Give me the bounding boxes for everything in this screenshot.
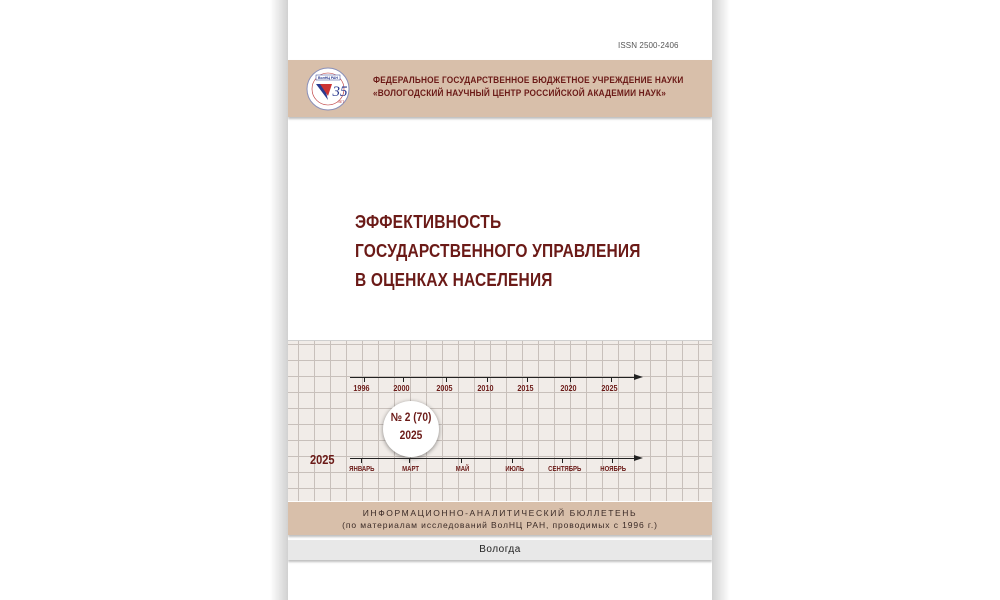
issue-year: 2025 xyxy=(399,428,423,442)
issue-number: № 2 (70) xyxy=(390,410,432,424)
organization-band xyxy=(288,60,712,117)
title-line-1: ЭФФЕКТИВНОСТЬ xyxy=(355,211,502,232)
year-tick xyxy=(487,377,488,382)
month-tick xyxy=(512,458,513,463)
title-line-2: ГОСУДАРСТВЕННОГО УПРАВЛЕНИЯ xyxy=(355,240,641,261)
year-label: 2020 xyxy=(560,383,577,393)
year-tick xyxy=(611,377,612,382)
bulletin-type: ИНФОРМАЦИОННО-АНАЛИТИЧЕСКИЙ БЮЛЛЕТЕНЬ xyxy=(362,508,638,518)
bulletin-description: (по материалам исследований ВолНЦ РАН, проводимых с 1996 г.) xyxy=(342,520,658,530)
month-label: МАРТ xyxy=(402,464,420,473)
year-label: 2005 xyxy=(436,383,453,393)
year-label: 2025 xyxy=(601,383,618,393)
months-timeline-axis xyxy=(350,458,634,459)
title-line-3: В ОЦЕНКАХ НАСЕЛЕНИЯ xyxy=(355,269,553,290)
years-timeline-axis xyxy=(350,377,634,378)
graph-paper-grid xyxy=(288,341,712,501)
issue-badge xyxy=(383,401,439,457)
organization-line-2: «ВОЛОГОДСКИЙ НАУЧНЫЙ ЦЕНТР РОССИЙСКОЙ АКАДЕМИИ НАУК» xyxy=(373,88,667,98)
bulletin-band xyxy=(288,502,712,535)
issn-label: ISSN 2500-2406 xyxy=(618,41,679,50)
year-tick xyxy=(364,377,365,382)
month-tick xyxy=(409,458,410,463)
year-label: 2015 xyxy=(517,383,534,393)
month-tick xyxy=(612,458,613,463)
logo-sub-text: ЛЕТ xyxy=(337,100,345,104)
year-tick xyxy=(403,377,404,382)
city-name: Вологда xyxy=(479,544,521,555)
month-label: ИЮЛЬ xyxy=(505,464,525,473)
logo-number: 35 xyxy=(332,84,348,100)
months-timeline-arrow-icon xyxy=(634,455,643,461)
year-tick xyxy=(527,377,528,382)
year-label: 2000 xyxy=(393,383,410,393)
month-label: ЯНВАРЬ xyxy=(349,464,375,473)
organization-name xyxy=(373,74,684,100)
page-shadow-right xyxy=(712,0,730,600)
month-label: НОЯБРЬ xyxy=(600,464,627,473)
city-band xyxy=(288,540,712,560)
logo-ring-text: ВолНЦ РАН xyxy=(318,76,338,80)
month-tick xyxy=(361,458,362,463)
cover-title xyxy=(355,207,641,294)
journal-cover xyxy=(288,0,712,600)
current-year-label: 2025 xyxy=(310,452,335,467)
year-tick xyxy=(570,377,571,382)
year-label: 2010 xyxy=(477,383,494,393)
organization-line-1: ФЕДЕРАЛЬНОЕ ГОСУДАРСТВЕННОЕ БЮДЖЕТНОЕ УЧРЕЖДЕНИЕ НАУКИ xyxy=(373,75,684,85)
page-shadow-left xyxy=(270,0,288,600)
month-label: СЕНТЯБРЬ xyxy=(548,464,582,473)
year-label: 1996 xyxy=(353,383,370,393)
years-timeline-arrow-icon xyxy=(634,374,643,380)
year-tick xyxy=(446,377,447,382)
month-tick xyxy=(562,458,563,463)
month-label: МАЙ xyxy=(455,464,470,473)
month-tick xyxy=(461,458,462,463)
vscc-ras-35-years-logo-icon xyxy=(304,66,354,112)
